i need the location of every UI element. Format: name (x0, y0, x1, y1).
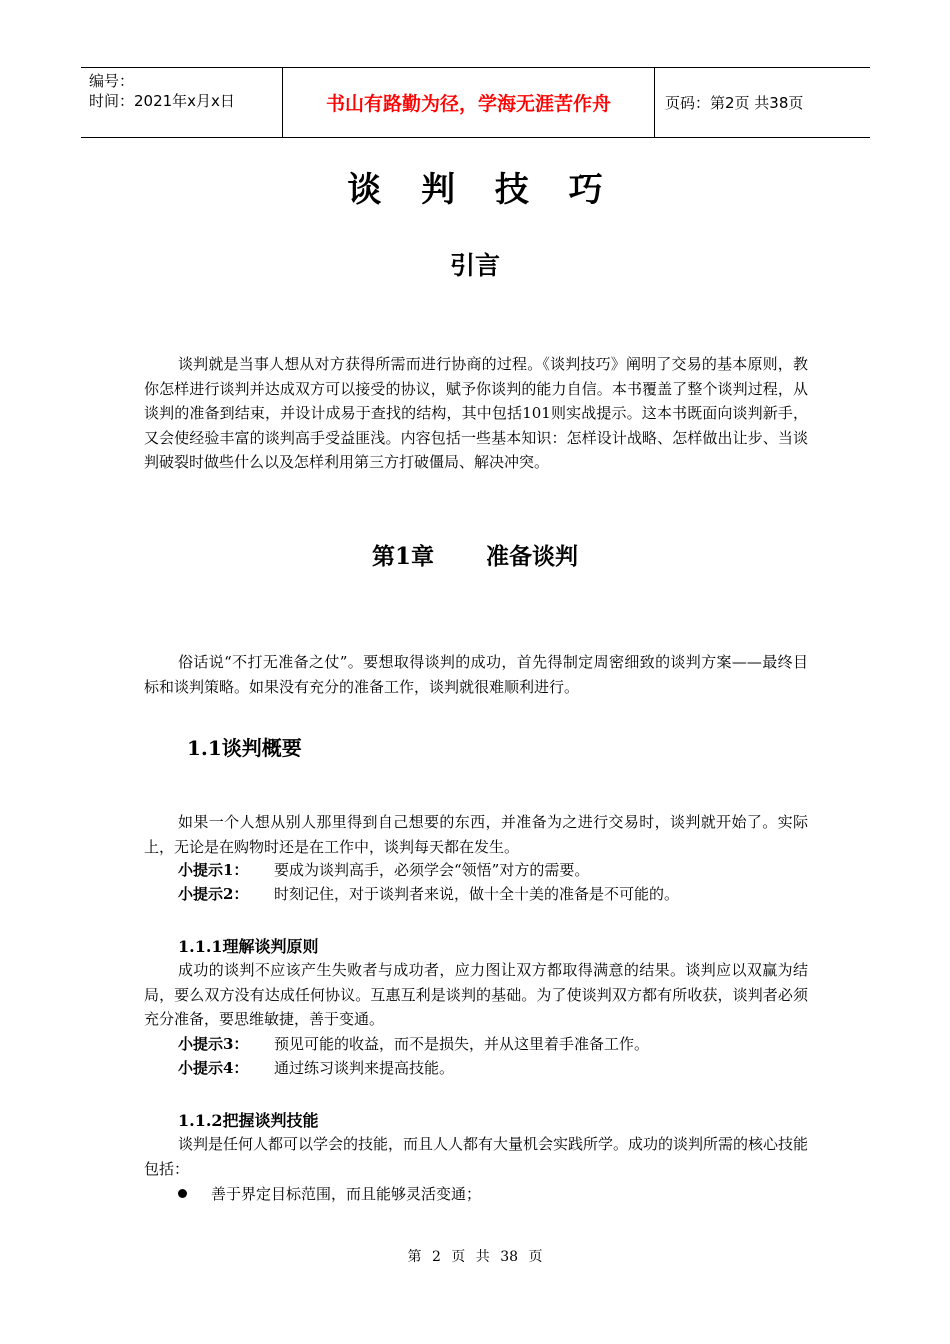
tip-text: 要成为谈判高手，必须学会“领悟”对方的需要。 (274, 861, 590, 879)
tip-4 (178, 1056, 454, 1080)
section-1-1-2-paragraph: 谈判是任何人都可以学会的技能，而且人人都有大量机会实践所学。成功的谈判所需的核心技能包括： (144, 1135, 809, 1178)
tip-label: 小提示3： (178, 1035, 249, 1053)
section-heading-1-1: 1.1谈判概要 (187, 736, 302, 760)
bullet-item (178, 1182, 481, 1206)
chapter-intro-paragraph: 俗话说“不打无准备之仗”。要想取得谈判的成功，首先得制定周密细致的谈判方案——最终目标和谈判策略。如果没有充分的准备工作，谈判就很难顺利进行。 (144, 653, 808, 696)
header-meta (81, 68, 282, 137)
section-heading-intro: 引言 (449, 251, 500, 280)
section-1-1-paragraph: 如果一个人想从别人那里得到自己想要的东西，并准备为之进行交易时，谈判就开始了。实际上，无论是在购物时还是在工作中，谈判每天都在发生。 (144, 813, 808, 856)
page-footer: 第 2 页 共 38 页 (407, 1249, 543, 1265)
header-time: 时间：2021年x月x日 (89, 92, 235, 110)
tip-text: 预见可能的收益，而不是损失，并从这里着手准备工作。 (274, 1035, 650, 1053)
intro-paragraph: 谈判就是当事人想从对方获得所需而进行协商的过程。《谈判技巧》阐明了交易的基本原则，教你怎样进行谈判并达成双方可以接受的协议，赋予你谈判的能力自信。本书覆盖了整个谈判过程，从谈判的准备到结束，并设计成易于查找的结构，其中包括101则实战提示。这本书既面向谈判新手，又会使经验丰富的谈判高手受益匪浅。内容包括一些基本知识：怎样设计战略、怎样做出让步、当谈判破裂时做些什么以及怎样利用第三方打破僵局、解决冲突。 (144, 355, 808, 471)
tip-1 (178, 858, 589, 882)
tip-label: 小提示1： (178, 861, 249, 879)
section-1-1-1-paragraph: 成功的谈判不应该产生失败者与成功者，应力图让双方都取得满意的结果。谈判应以双赢为结局，要么双方没有达成任何协议。互惠互利是谈判的基础。为了使谈判双方都有所收获，谈判者必须充分准备，要思维敏捷，善于变通。 (144, 961, 808, 1028)
header-number: 编号： (89, 72, 135, 90)
chapter-heading (0, 538, 950, 571)
page-header (81, 67, 870, 138)
tip-text: 时刻记住，对于谈判者来说，做十全十美的准备是不可能的。 (274, 885, 680, 903)
section-heading-1-1-1: 1.1.1理解谈判原则 (178, 937, 319, 956)
header-motto: 书山有路勤为径，学海无涯苦作舟 (282, 68, 655, 137)
chapter-title: 准备谈判 (486, 543, 578, 570)
tip-2 (178, 882, 679, 906)
document-title: 谈 判 技 巧 (347, 170, 617, 210)
section-heading-1-1-2: 1.1.2把握谈判技能 (178, 1111, 319, 1130)
tip-3 (178, 1032, 649, 1056)
header-page-info: 页码：第2页 共38页 (665, 94, 804, 112)
bullet-dot-icon (178, 1189, 187, 1198)
tip-text: 通过练习谈判来提高技能。 (274, 1059, 455, 1077)
tip-label: 小提示2： (178, 885, 249, 903)
tip-label: 小提示4： (178, 1059, 249, 1077)
bullet-text: 善于界定目标范围，而且能够灵活变通； (211, 1185, 482, 1203)
chapter-number: 第1章 (371, 543, 434, 570)
